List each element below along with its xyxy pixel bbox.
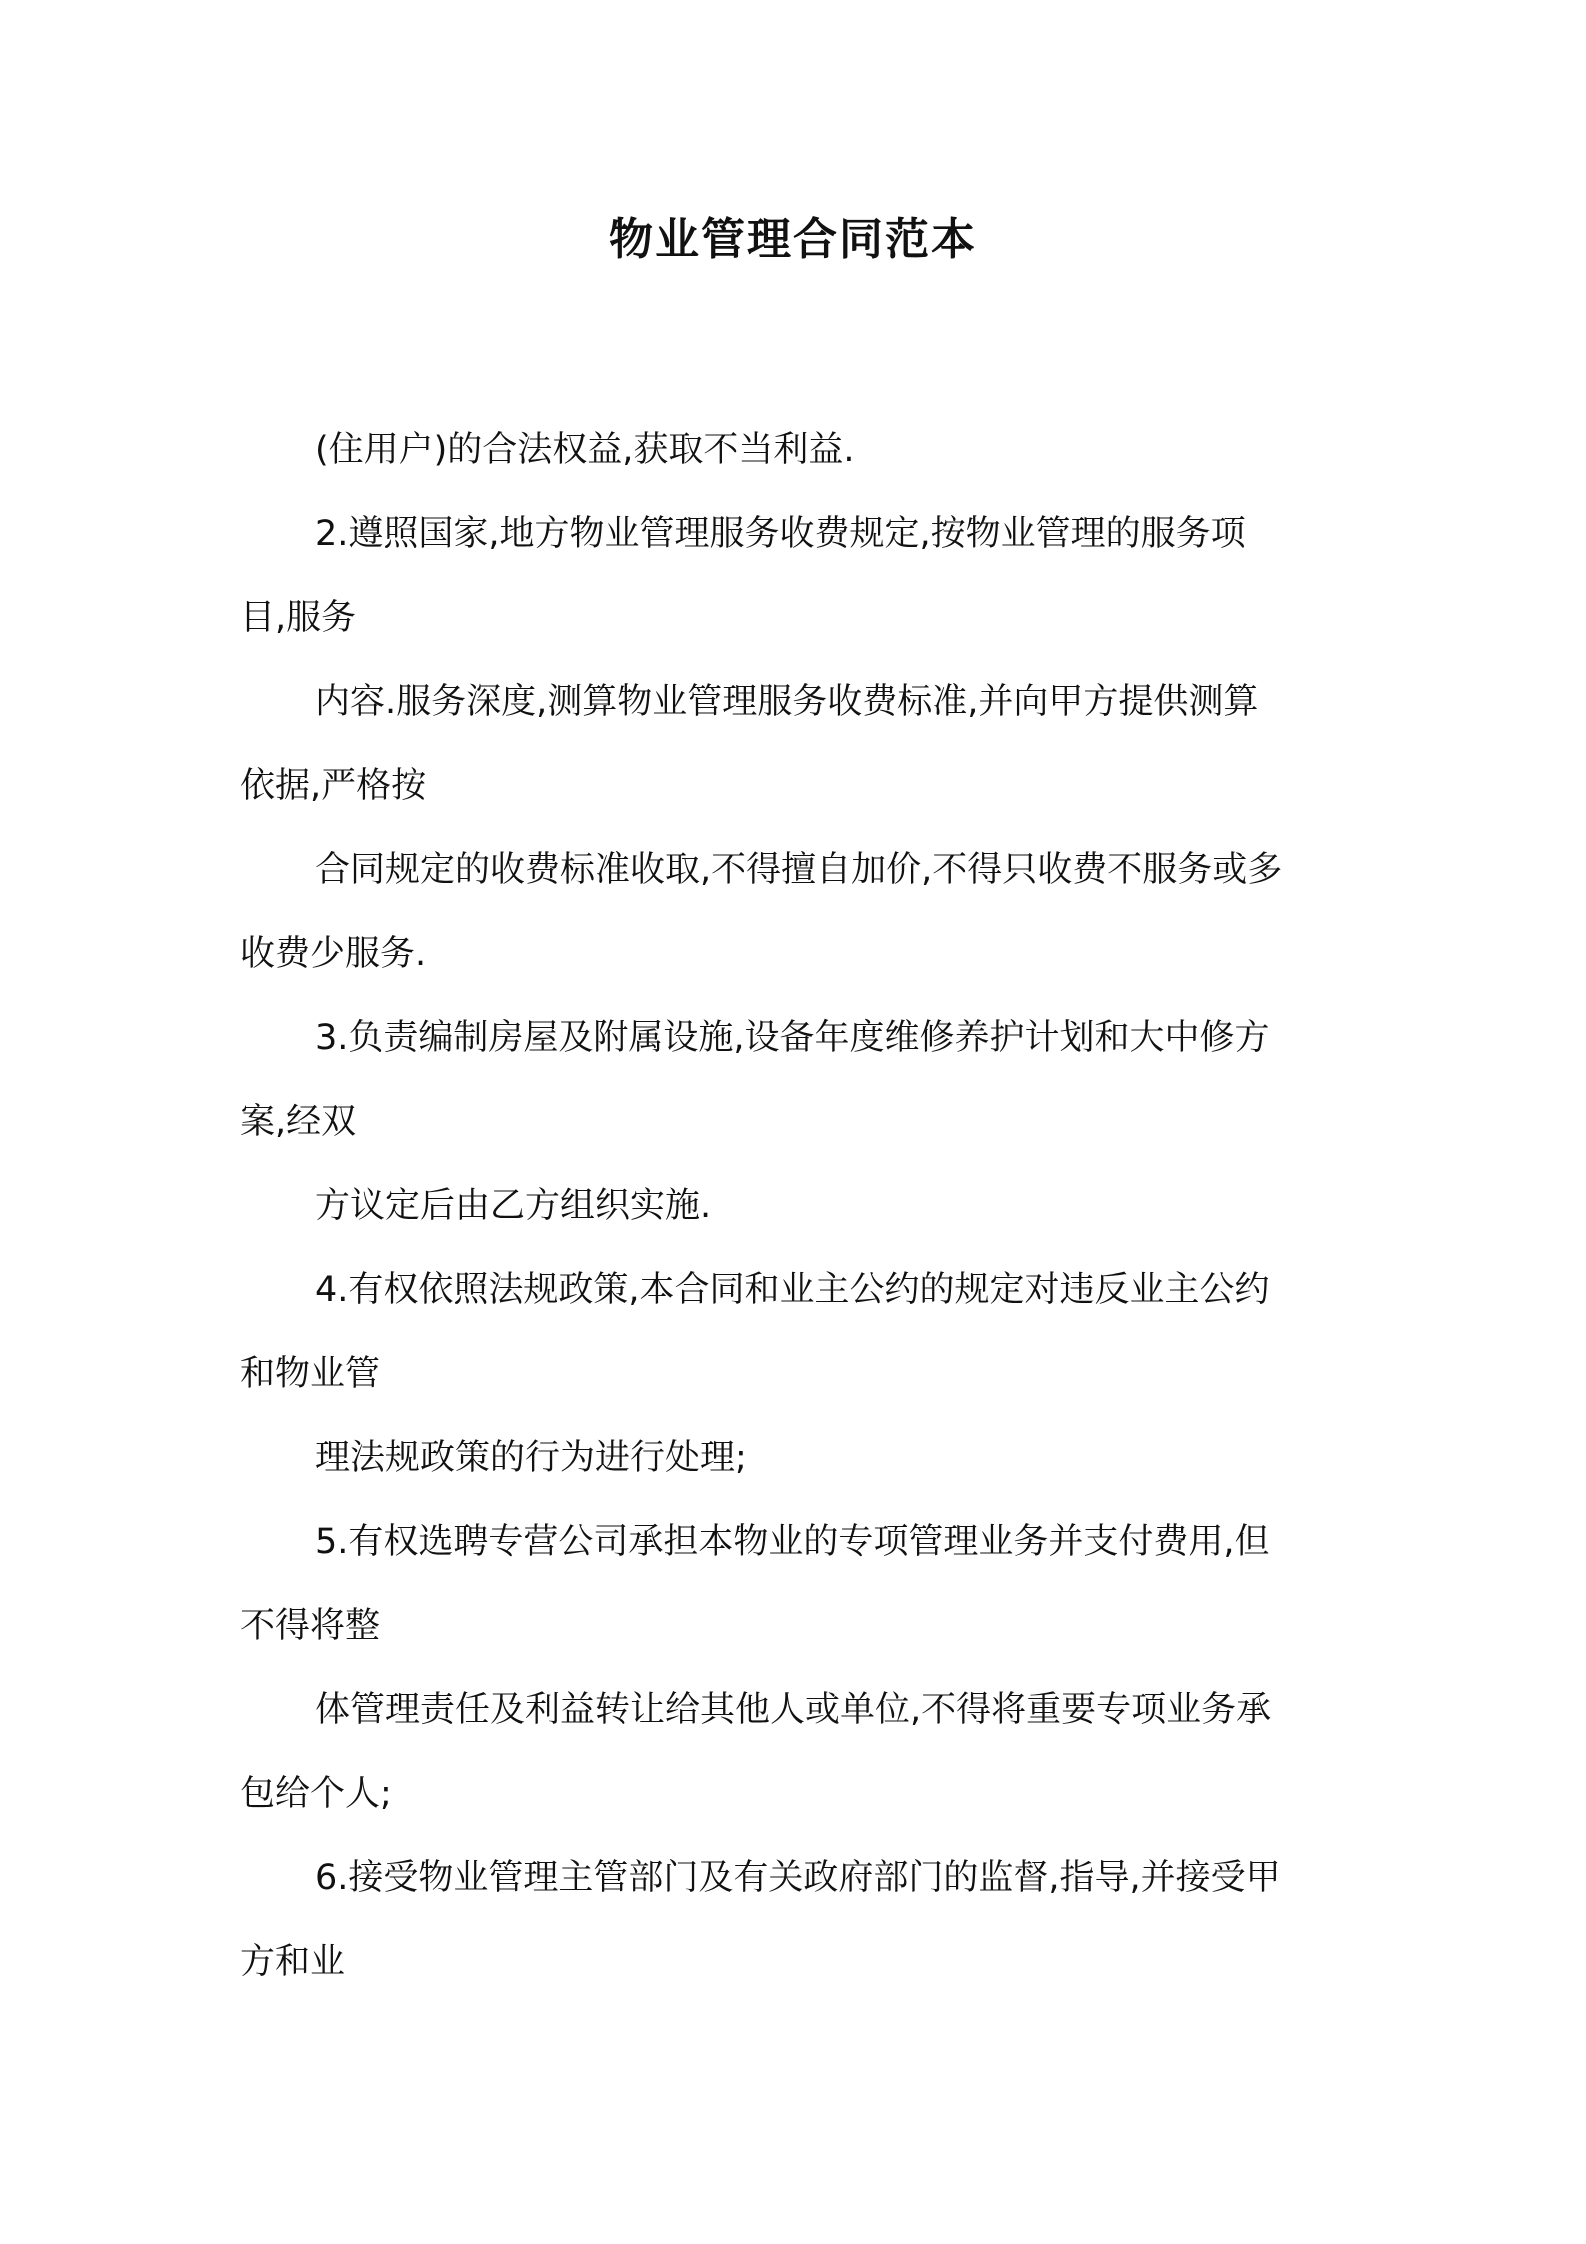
text-line: 收费少服务. — [240, 934, 427, 974]
text-line: 方和业 — [240, 1942, 346, 1982]
text-line: 方议定后由乙方组织实施. — [315, 1186, 712, 1226]
text-line: 依据,严格按 — [240, 766, 427, 806]
text-line: 4.有权依照法规政策,本合同和业主公约的规定对违反业主公约 — [315, 1270, 1270, 1310]
text-line: 案,经双 — [240, 1102, 357, 1142]
text-line: (住用户)的合法权益,获取不当利益. — [315, 430, 855, 470]
document-title: 物业管理合同范本 — [609, 214, 977, 265]
text-line: 体管理责任及利益转让给其他人或单位,不得将重要专项业务承 — [315, 1690, 1272, 1730]
text-line: 和物业管 — [240, 1354, 381, 1394]
text-line: 不得将整 — [240, 1606, 381, 1646]
text-line: 5.有权选聘专营公司承担本物业的专项管理业务并支付费用,但 — [315, 1522, 1270, 1562]
text-line: 目,服务 — [240, 598, 357, 638]
text-line: 内容.服务深度,测算物业管理服务收费标准,并向甲方提供测算 — [315, 682, 1259, 722]
text-line: 3.负责编制房屋及附属设施,设备年度维修养护计划和大中修方 — [315, 1018, 1270, 1058]
text-line: 2.遵照国家,地方物业管理服务收费规定,按物业管理的服务项 — [315, 514, 1246, 554]
document-body — [240, 408, 1346, 2004]
text-line: 理法规政策的行为进行处理; — [315, 1438, 747, 1478]
text-line: 合同规定的收费标准收取,不得擅自加价,不得只收费不服务或多 — [315, 850, 1283, 890]
text-line: 6.接受物业管理主管部门及有关政府部门的监督,指导,并接受甲 — [315, 1858, 1281, 1898]
text-line: 包给个人; — [240, 1774, 392, 1814]
